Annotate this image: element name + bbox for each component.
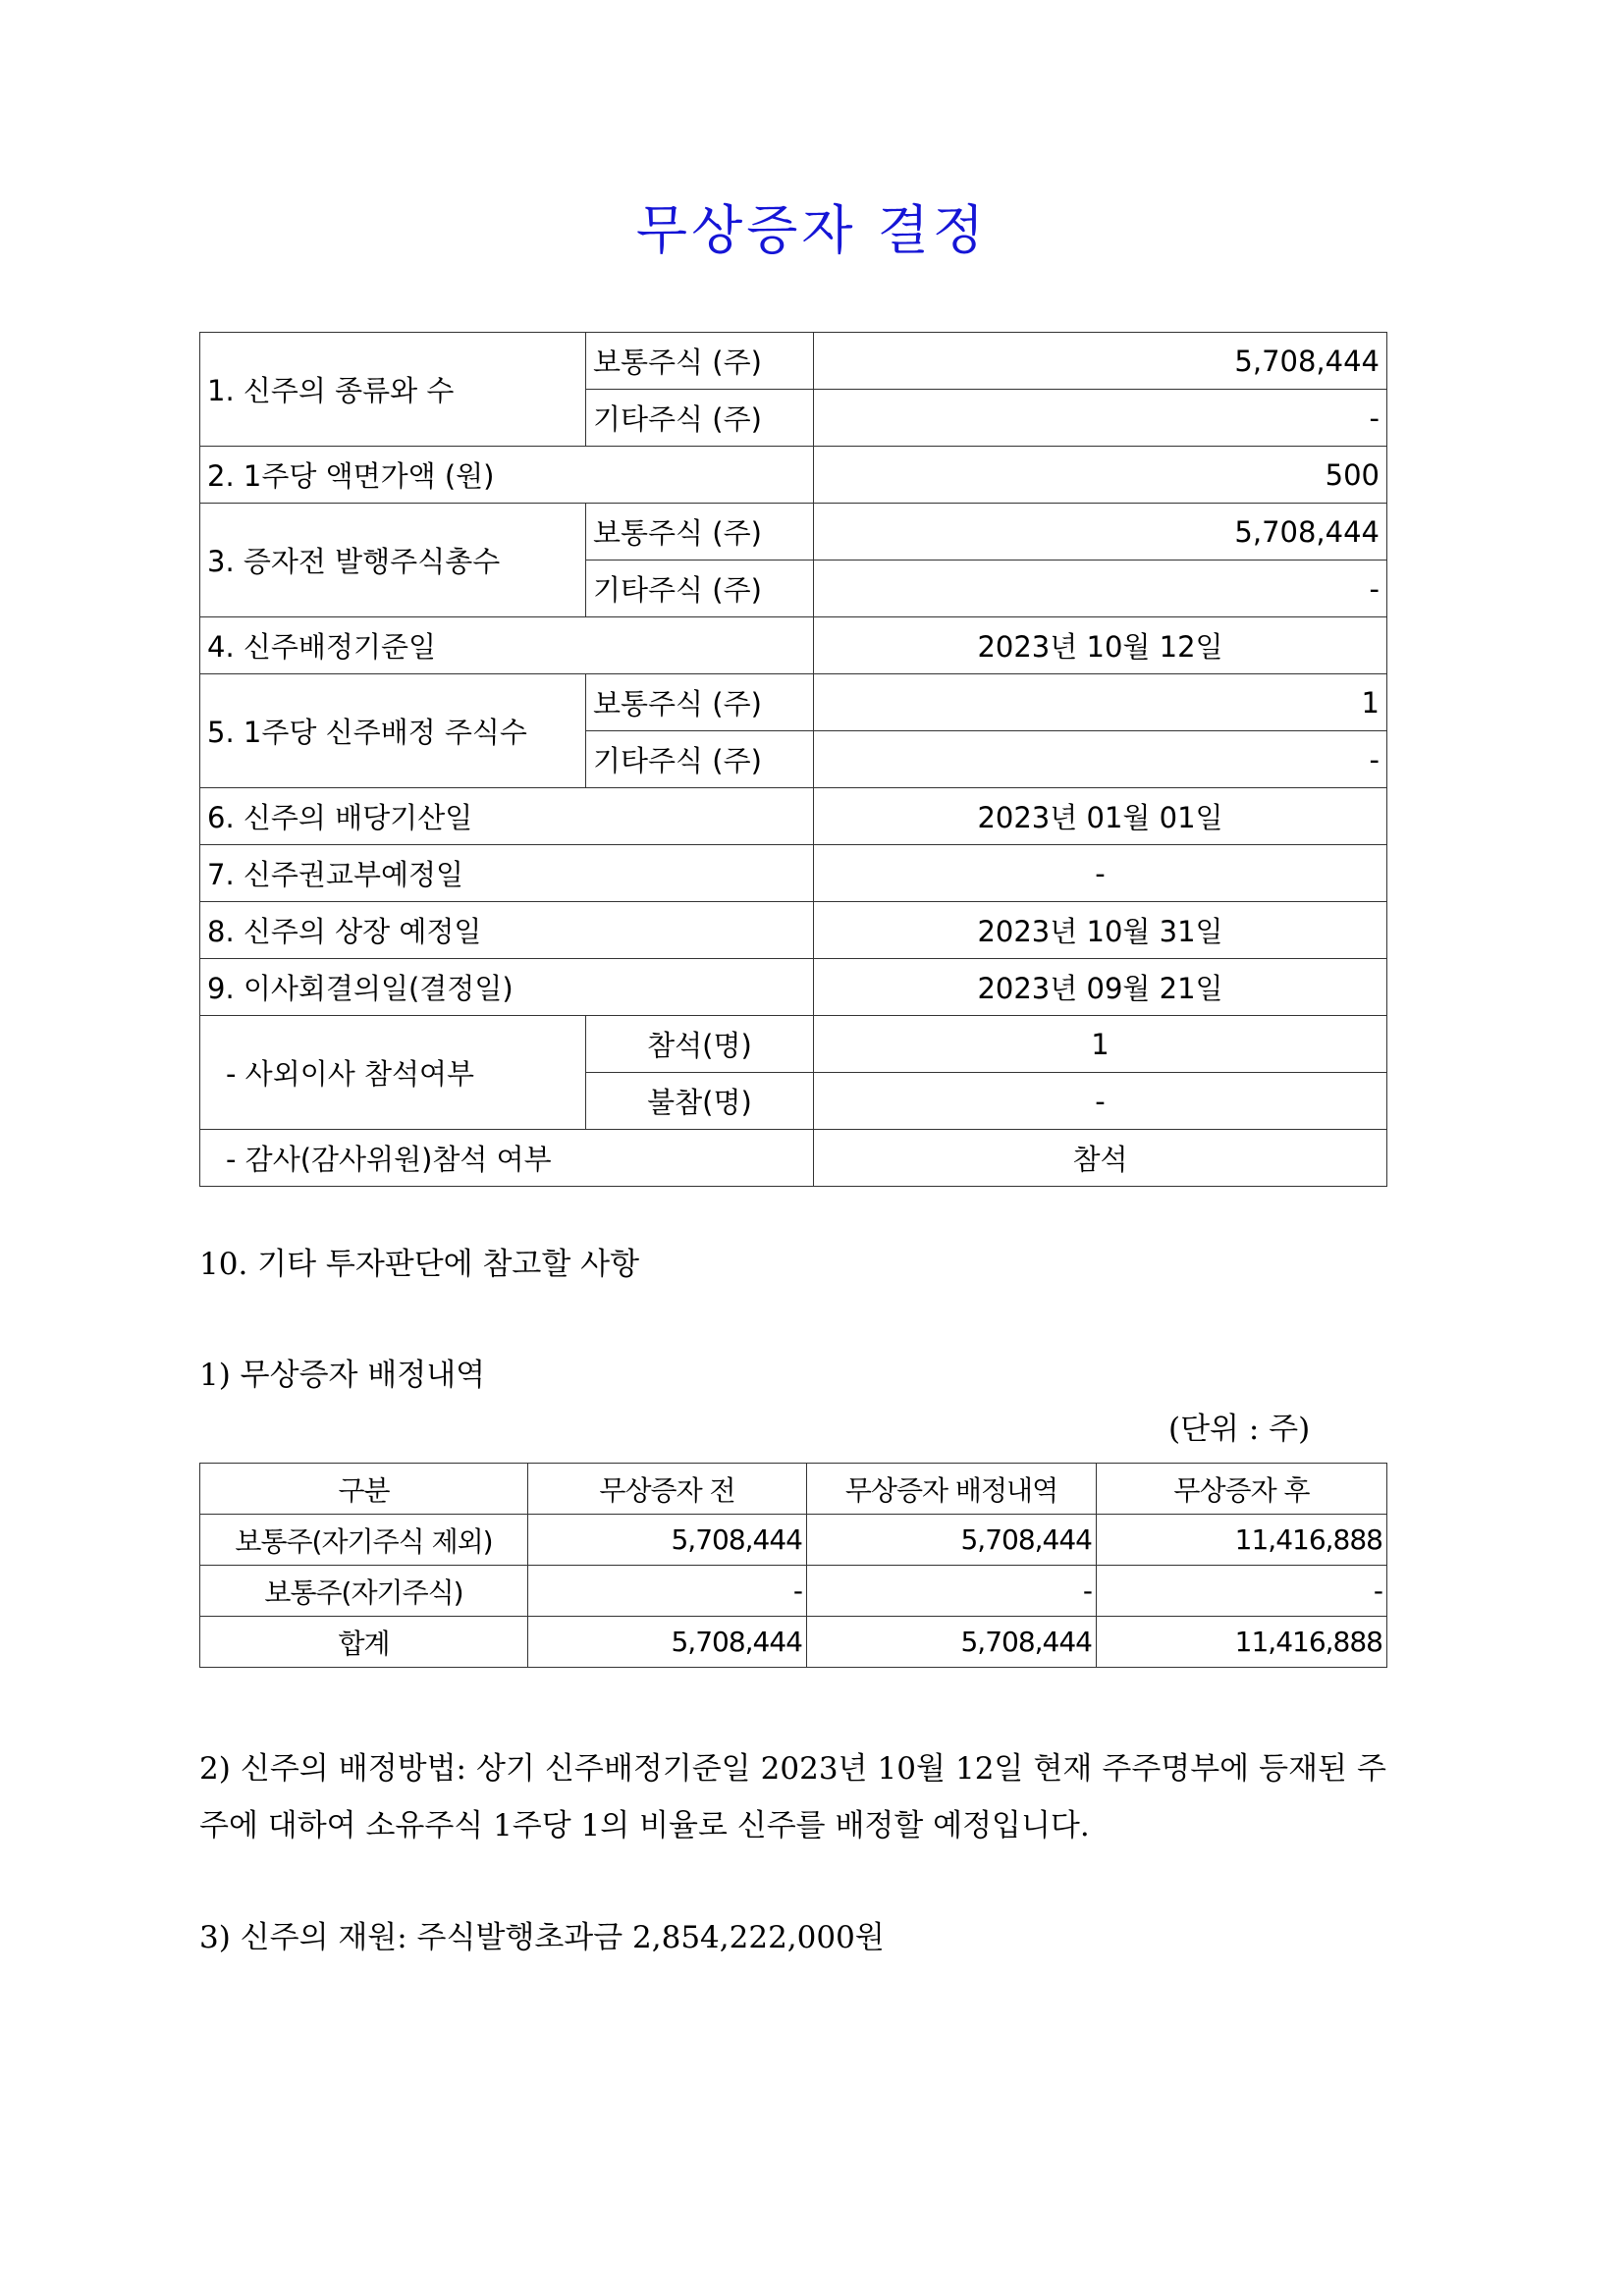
- category-cell: 보통주(자기주식): [200, 1566, 528, 1617]
- table-row: [200, 674, 1387, 731]
- row-label: 8. 신주의 상장 예정일: [200, 902, 814, 959]
- row-label: - 감사(감사위원)참석 여부: [200, 1130, 814, 1187]
- value-cell: 5,708,444: [814, 333, 1387, 390]
- row-label: 5. 1주당 신주배정 주식수: [200, 674, 586, 788]
- value-cell: -: [1097, 1566, 1387, 1617]
- value-cell: 500: [814, 447, 1387, 504]
- value-cell: 5,708,444: [807, 1515, 1097, 1566]
- allocation-table: [199, 1463, 1387, 1668]
- value-cell: -: [807, 1566, 1097, 1617]
- value-cell: -: [814, 1073, 1387, 1130]
- table-row: [200, 447, 1387, 504]
- row-label: 4. 신주배정기준일: [200, 617, 814, 674]
- value-cell: 5,708,444: [528, 1515, 807, 1566]
- sub-label: 기타주식 (주): [586, 390, 814, 447]
- sub-label: 보통주식 (주): [586, 333, 814, 390]
- table-row: [200, 788, 1387, 845]
- category-cell: 합계: [200, 1617, 528, 1668]
- table-row: [200, 1617, 1387, 1668]
- value-cell: 11,416,888: [1097, 1515, 1387, 1566]
- value-cell: -: [814, 561, 1387, 617]
- table-row: [200, 1566, 1387, 1617]
- value-cell: -: [814, 731, 1387, 788]
- value-cell: -: [528, 1566, 807, 1617]
- column-header: 구분: [200, 1464, 528, 1515]
- value-cell: -: [814, 845, 1387, 902]
- sub-label: 보통주식 (주): [586, 504, 814, 561]
- table-row: [200, 504, 1387, 561]
- row-label: 9. 이사회결의일(결정일): [200, 959, 814, 1016]
- row-label: - 사외이사 참석여부: [200, 1016, 586, 1130]
- value-cell: 5,708,444: [807, 1617, 1097, 1668]
- category-cell: 보통주(자기주식 제외): [200, 1515, 528, 1566]
- section-10-heading: 10. 기타 투자판단에 참고할 사항: [199, 1247, 640, 1282]
- funding-source-paragraph: 3) 신주의 재원: 주식발행초과금 2,854,222,000원: [199, 1920, 885, 1955]
- row-label: 6. 신주의 배당기산일: [200, 788, 814, 845]
- table-header-row: [200, 1464, 1387, 1515]
- page-title: 무상증자 결정: [635, 199, 989, 261]
- value-cell: 2023년 10월 12일: [814, 617, 1387, 674]
- value-cell: 11,416,888: [1097, 1617, 1387, 1668]
- value-cell: 5,708,444: [814, 504, 1387, 561]
- row-label: 2. 1주당 액면가액 (원): [200, 447, 814, 504]
- sub-label: 보통주식 (주): [586, 674, 814, 731]
- column-header: 무상증자 전: [528, 1464, 807, 1515]
- value-cell: -: [814, 390, 1387, 447]
- value-cell: 1: [814, 674, 1387, 731]
- column-header: 무상증자 후: [1097, 1464, 1387, 1515]
- table-row: [200, 333, 1387, 390]
- sub-label: 불참(명): [586, 1073, 814, 1130]
- row-label: 7. 신주권교부예정일: [200, 845, 814, 902]
- table-row: [200, 1515, 1387, 1566]
- table-row: [200, 1016, 1387, 1073]
- value-cell: 1: [814, 1016, 1387, 1073]
- allocation-subheading: 1) 무상증자 배정내역: [199, 1358, 486, 1393]
- value-cell: 2023년 10월 31일: [814, 902, 1387, 959]
- sub-label: 참석(명): [586, 1016, 814, 1073]
- table-row: [200, 959, 1387, 1016]
- value-cell: 2023년 01월 01일: [814, 788, 1387, 845]
- unit-label: (단위 : 주): [1168, 1412, 1311, 1447]
- value-cell: 참석: [814, 1130, 1387, 1187]
- table-row: [200, 902, 1387, 959]
- row-label: 1. 신주의 종류와 수: [200, 333, 586, 447]
- column-header: 무상증자 배정내역: [807, 1464, 1097, 1515]
- sub-label: 기타주식 (주): [586, 561, 814, 617]
- disclosure-table: [199, 332, 1387, 1187]
- sub-label: 기타주식 (주): [586, 731, 814, 788]
- row-label: 3. 증자전 발행주식총수: [200, 504, 586, 617]
- table-row: [200, 617, 1387, 674]
- value-cell: 5,708,444: [528, 1617, 807, 1668]
- value-cell: 2023년 09월 21일: [814, 959, 1387, 1016]
- allocation-method-paragraph: 2) 신주의 배정방법: 상기 신주배정기준일 2023년 10월 12일 현재 주주명부에 등재된 주주에 대하여 소유주식 1주당 1의 비율로 신주를 배정할 예정입니다.: [199, 1751, 1386, 1843]
- table-row: [200, 1130, 1387, 1187]
- table-row: [200, 845, 1387, 902]
